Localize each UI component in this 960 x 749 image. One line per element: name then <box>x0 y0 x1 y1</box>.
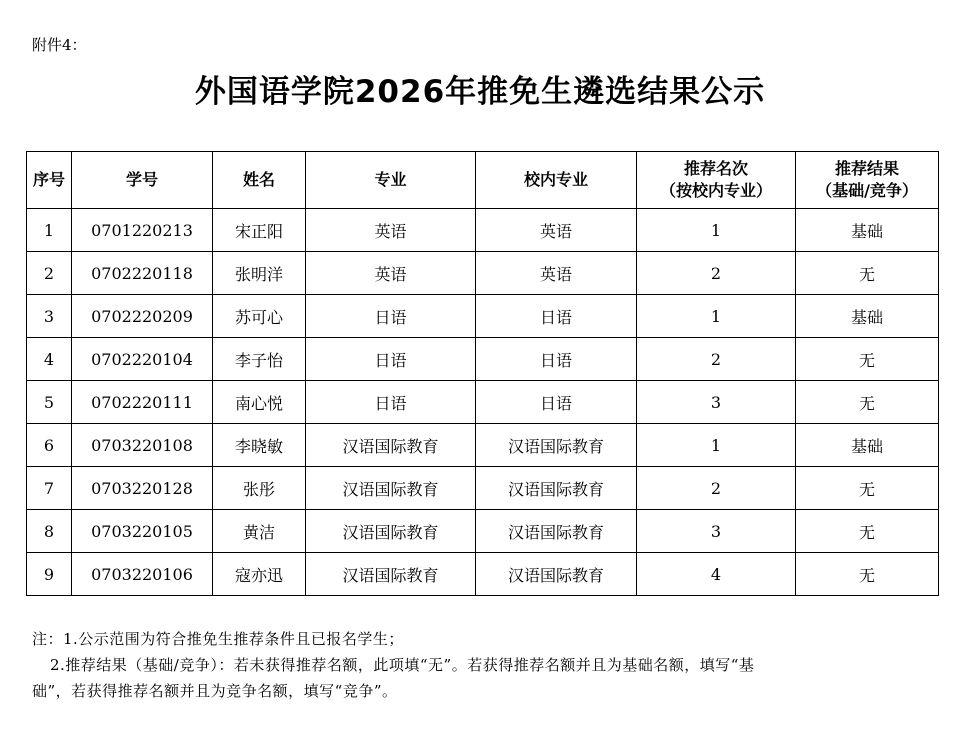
header-major: 专业 <box>306 152 476 209</box>
cell-index: 6 <box>27 424 72 467</box>
cell-school-major: 英语 <box>476 209 637 252</box>
cell-index: 1 <box>27 209 72 252</box>
cell-major: 汉语国际教育 <box>306 553 476 596</box>
header-rank: 推荐名次 （按校内专业） <box>637 152 796 209</box>
cell-rank: 2 <box>637 252 796 295</box>
cell-result: 无 <box>796 381 939 424</box>
cell-result: 无 <box>796 510 939 553</box>
cell-rank: 1 <box>637 295 796 338</box>
cell-name: 黄洁 <box>213 510 306 553</box>
header-name: 姓名 <box>213 152 306 209</box>
table-row <box>27 295 939 338</box>
cell-index: 9 <box>27 553 72 596</box>
cell-student-id: 0702220104 <box>72 338 213 381</box>
cell-result: 基础 <box>796 295 939 338</box>
cell-rank: 1 <box>637 424 796 467</box>
cell-school-major: 日语 <box>476 295 637 338</box>
cell-index: 3 <box>27 295 72 338</box>
cell-index: 7 <box>27 467 72 510</box>
cell-school-major: 汉语国际教育 <box>476 467 637 510</box>
cell-school-major: 汉语国际教育 <box>476 510 637 553</box>
header-index: 序号 <box>27 152 72 209</box>
table-row <box>27 467 939 510</box>
note-line-3: 础”，若获得推荐名额并且为竞争名额，填写“竞争”。 <box>32 682 398 700</box>
cell-major: 英语 <box>306 209 476 252</box>
cell-rank: 3 <box>637 510 796 553</box>
table-row <box>27 338 939 381</box>
cell-rank: 3 <box>637 381 796 424</box>
cell-student-id: 0703220108 <box>72 424 213 467</box>
cell-school-major: 汉语国际教育 <box>476 424 637 467</box>
table-row <box>27 209 939 252</box>
cell-index: 4 <box>27 338 72 381</box>
note-line-1: 注：1.公示范围为符合推免生推荐条件且已报名学生； <box>32 630 404 648</box>
header-result: 推荐结果 （基础/竞争） <box>796 152 939 209</box>
cell-school-major: 汉语国际教育 <box>476 553 637 596</box>
cell-name: 寇亦迅 <box>213 553 306 596</box>
cell-rank: 4 <box>637 553 796 596</box>
cell-result: 基础 <box>796 424 939 467</box>
cell-student-id: 0702220118 <box>72 252 213 295</box>
cell-student-id: 0702220111 <box>72 381 213 424</box>
header-student-id: 学号 <box>72 152 213 209</box>
cell-name: 张明洋 <box>213 252 306 295</box>
cell-name: 南心悦 <box>213 381 306 424</box>
attachment-label: 附件4： <box>32 36 87 54</box>
header-row <box>27 152 939 209</box>
cell-rank: 2 <box>637 467 796 510</box>
cell-result: 无 <box>796 467 939 510</box>
cell-name: 李子怡 <box>213 338 306 381</box>
cell-name: 苏可心 <box>213 295 306 338</box>
cell-student-id: 0703220105 <box>72 510 213 553</box>
note-line-2: 2.推荐结果（基础/竞争）：若未获得推荐名额，此项填“无”。若获得推荐名额并且为基础名额，填写“基 <box>50 656 755 674</box>
header-school-major: 校内专业 <box>476 152 637 209</box>
cell-name: 李晓敏 <box>213 424 306 467</box>
cell-student-id: 0703220106 <box>72 553 213 596</box>
table-row <box>27 510 939 553</box>
cell-index: 8 <box>27 510 72 553</box>
cell-result: 基础 <box>796 209 939 252</box>
cell-major: 汉语国际教育 <box>306 467 476 510</box>
cell-major: 日语 <box>306 381 476 424</box>
cell-rank: 2 <box>637 338 796 381</box>
notes <box>32 626 932 704</box>
results-table <box>26 151 939 596</box>
cell-rank: 1 <box>637 209 796 252</box>
cell-school-major: 日语 <box>476 381 637 424</box>
cell-school-major: 英语 <box>476 252 637 295</box>
cell-index: 5 <box>27 381 72 424</box>
cell-index: 2 <box>27 252 72 295</box>
cell-student-id: 0701220213 <box>72 209 213 252</box>
cell-student-id: 0702220209 <box>72 295 213 338</box>
cell-result: 无 <box>796 252 939 295</box>
table-row <box>27 553 939 596</box>
page-title: 外国语学院2026年推免生遴选结果公示 <box>194 74 766 110</box>
cell-result: 无 <box>796 553 939 596</box>
cell-result: 无 <box>796 338 939 381</box>
cell-major: 英语 <box>306 252 476 295</box>
cell-major: 日语 <box>306 295 476 338</box>
cell-name: 张彤 <box>213 467 306 510</box>
cell-major: 日语 <box>306 338 476 381</box>
table-row <box>27 424 939 467</box>
table-row <box>27 381 939 424</box>
cell-major: 汉语国际教育 <box>306 510 476 553</box>
table-body <box>27 209 939 596</box>
cell-major: 汉语国际教育 <box>306 424 476 467</box>
cell-name: 宋正阳 <box>213 209 306 252</box>
table-row <box>27 252 939 295</box>
cell-student-id: 0703220128 <box>72 467 213 510</box>
cell-school-major: 日语 <box>476 338 637 381</box>
